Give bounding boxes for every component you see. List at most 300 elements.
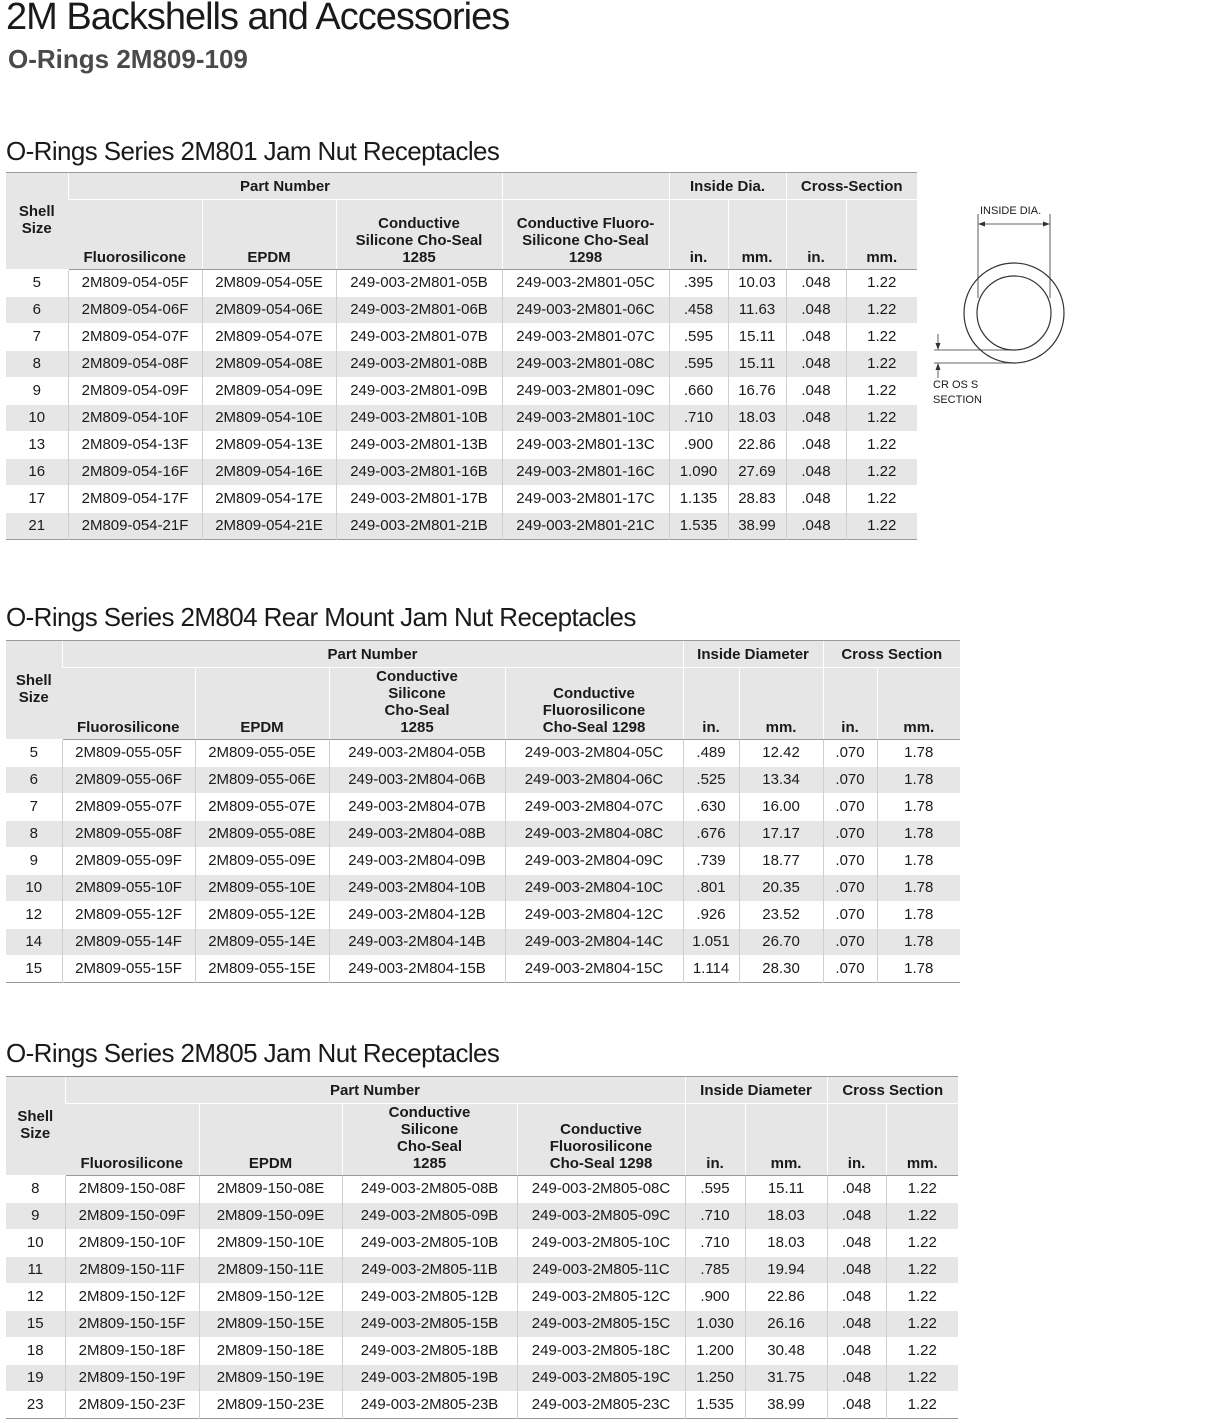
section-heading: O-Rings Series 2M801 Jam Nut Receptacles	[6, 136, 500, 166]
cell-shell-size: 17	[28, 490, 46, 507]
cell-cross-section-mm: 1.78	[877, 767, 960, 794]
cell-cross-section-in: .048	[827, 1284, 886, 1311]
group-header-blank	[502, 173, 669, 200]
oring-diagram	[928, 198, 1078, 418]
cell-inside-dia-mm: 15.11	[745, 1176, 827, 1203]
cell-cho-seal-1285-part: 249-003-2M804-15B	[329, 956, 505, 983]
cell-fluorosilicone-part: 2M809-150-09F	[65, 1203, 199, 1230]
cell-inside-dia-mm: 18.03	[728, 405, 786, 432]
cell-cross-section-mm: 1.78	[877, 794, 960, 821]
cell-cross-section-in: .070	[823, 821, 877, 848]
cell-inside-dia-in: .900	[669, 432, 728, 459]
cell-cho-seal-1298-part: 249-003-2M801-09C	[502, 378, 669, 405]
cell-cho-seal-1285-part: 249-003-2M805-11B	[342, 1257, 517, 1284]
group-header-cross-section: Cross Section	[823, 641, 960, 668]
cell-inside-dia-mm: 31.75	[745, 1365, 827, 1392]
table-row	[6, 740, 960, 767]
table-row	[6, 875, 960, 902]
cell-cho-seal-1298-part: 249-003-2M805-12C	[517, 1284, 685, 1311]
cell-epdm-part: 2M809-055-06E	[195, 767, 329, 794]
table-row	[6, 956, 960, 983]
cell-epdm-part: 2M809-054-13E	[202, 432, 336, 459]
cell-cross-section-mm: 1.22	[886, 1203, 958, 1230]
cell-epdm-part: 2M809-055-07E	[195, 794, 329, 821]
cell-shell-size: 13	[28, 436, 46, 453]
cell-cho-seal-1298-part: 249-003-2M805-23C	[517, 1392, 685, 1419]
cell-cho-seal-1285-part: 249-003-2M805-10B	[342, 1230, 517, 1257]
cell-cross-section-mm: 1.22	[886, 1230, 958, 1257]
cell-shell-size: 23	[26, 1396, 44, 1413]
cell-cross-section-in: .048	[786, 378, 846, 405]
cell-cho-seal-1298-part: 249-003-2M805-18C	[517, 1338, 685, 1365]
cell-inside-dia-in: .595	[669, 351, 728, 378]
cell-inside-dia-in: .676	[683, 821, 739, 848]
oring-outer-circle	[964, 263, 1064, 363]
cell-cho-seal-1285-part: 249-003-2M801-07B	[336, 324, 502, 351]
cell-fluorosilicone-part: 2M809-055-07F	[62, 794, 195, 821]
cell-cross-section-mm: 1.78	[877, 902, 960, 929]
cell-cho-seal-1298-part: 249-003-2M801-16C	[502, 459, 669, 486]
cell-epdm-part: 2M809-054-07E	[202, 324, 336, 351]
group-header-part-number: Part Number	[65, 1077, 685, 1104]
cell-inside-dia-mm: 23.52	[739, 902, 823, 929]
cell-inside-dia-mm: 10.03	[728, 270, 786, 297]
cell-epdm-part: 2M809-055-09E	[195, 848, 329, 875]
col-header-inside-mm: mm.	[739, 668, 823, 740]
table-row	[6, 405, 917, 432]
cell-shell-size: 5	[29, 744, 38, 761]
section-heading: O-Rings Series 2M804 Rear Mount Jam Nut Receptacles	[6, 602, 636, 632]
table-row	[6, 848, 960, 875]
cell-inside-dia-mm: 11.63	[728, 297, 786, 324]
cell-cho-seal-1298-part: 249-003-2M804-05C	[505, 740, 683, 767]
cell-cross-section-mm: 1.22	[886, 1284, 958, 1311]
cell-cross-section-mm: 1.78	[877, 848, 960, 875]
cell-epdm-part: 2M809-054-06E	[202, 297, 336, 324]
cell-inside-dia-in: .710	[685, 1203, 745, 1230]
cross-section-label-line1: CR OS S	[933, 379, 979, 391]
cell-inside-dia-mm: 15.11	[728, 351, 786, 378]
cell-cho-seal-1298-part: 249-003-2M804-08C	[505, 821, 683, 848]
cell-cho-seal-1298-part: 249-003-2M801-08C	[502, 351, 669, 378]
cell-epdm-part: 2M809-150-12E	[199, 1284, 342, 1311]
cell-cho-seal-1285-part: 249-003-2M804-12B	[329, 902, 505, 929]
cell-inside-dia-mm: 22.86	[745, 1284, 827, 1311]
cell-inside-dia-in: .710	[685, 1230, 745, 1257]
table-row	[6, 270, 917, 297]
cell-cho-seal-1285-part: 249-003-2M804-05B	[329, 740, 505, 767]
section-2m805	[6, 1038, 958, 1419]
table-body	[6, 740, 960, 983]
cell-inside-dia-mm: 16.00	[739, 794, 823, 821]
table-row	[6, 902, 960, 929]
col-header-shell-size: Shell Size	[6, 1077, 65, 1176]
cell-cross-section-in: .048	[786, 297, 846, 324]
cell-inside-dia-in: 1.535	[685, 1392, 745, 1419]
cell-cross-section-in: .048	[786, 459, 846, 486]
cell-cho-seal-1298-part: 249-003-2M801-05C	[502, 270, 669, 297]
table-row	[6, 324, 917, 351]
table-row	[6, 1176, 958, 1203]
cell-cho-seal-1285-part: 249-003-2M804-06B	[329, 767, 505, 794]
cross-section-label-line2: SECTION	[933, 394, 982, 406]
table-body	[6, 270, 917, 540]
cell-cross-section-in: .070	[823, 956, 877, 983]
cell-inside-dia-in: 1.114	[683, 956, 739, 983]
cell-cross-section-in: .070	[823, 767, 877, 794]
col-header-cross-in: in.	[823, 668, 877, 740]
cell-fluorosilicone-part: 2M809-054-08F	[68, 351, 202, 378]
cell-cho-seal-1285-part: 249-003-2M801-08B	[336, 351, 502, 378]
cell-cross-section-in: .048	[786, 351, 846, 378]
cell-inside-dia-mm: 22.86	[728, 432, 786, 459]
table-row	[6, 767, 960, 794]
oring-table-2m801	[6, 172, 917, 540]
cell-cross-section-in: .048	[827, 1176, 886, 1203]
cell-epdm-part: 2M809-055-08E	[195, 821, 329, 848]
cell-inside-dia-in: 1.030	[685, 1311, 745, 1338]
cell-shell-size: 10	[6, 875, 62, 902]
cell-cross-section-mm: 1.22	[846, 351, 917, 378]
cell-cross-section-in: .070	[823, 875, 877, 902]
cell-shell-size: 6	[6, 297, 68, 324]
cell-cho-seal-1298-part: 249-003-2M804-10C	[505, 875, 683, 902]
cell-inside-dia-in: .660	[669, 378, 728, 405]
cell-inside-dia-in: .900	[685, 1284, 745, 1311]
cell-epdm-part: 2M809-054-09E	[202, 378, 336, 405]
cell-fluorosilicone-part: 2M809-150-08F	[65, 1176, 199, 1203]
table-row	[6, 297, 917, 324]
cell-cho-seal-1298-part: 249-003-2M801-17C	[502, 486, 669, 513]
cell-cross-section-mm: 1.22	[846, 513, 917, 540]
cell-fluorosilicone-part: 2M809-150-11F	[65, 1257, 199, 1284]
cell-epdm-part: 2M809-054-16E	[202, 459, 336, 486]
cell-cross-section-in: .048	[786, 513, 846, 540]
cell-epdm-part: 2M809-150-15E	[199, 1311, 342, 1338]
cell-fluorosilicone-part: 2M809-054-05F	[68, 270, 202, 297]
col-header-fluorosilicone: Fluorosilicone	[68, 200, 202, 270]
col-header-fluorosilicone: Fluorosilicone	[62, 668, 195, 740]
group-header-inside-dia: Inside Dia.	[669, 173, 786, 200]
cell-cross-section-in: .048	[827, 1257, 886, 1284]
cell-shell-size: 8	[31, 1180, 40, 1197]
cell-fluorosilicone-part: 2M809-055-09F	[62, 848, 195, 875]
col-header-epdm: EPDM	[195, 668, 329, 740]
cell-inside-dia-mm: 16.76	[728, 378, 786, 405]
cell-fluorosilicone-part: 2M809-054-13F	[68, 432, 202, 459]
cell-shell-size: 8	[6, 821, 62, 848]
cell-fluorosilicone-part: 2M809-150-19F	[65, 1365, 199, 1392]
cell-cross-section-mm: 1.22	[846, 486, 917, 513]
cell-shell-size: 10	[6, 405, 68, 432]
cell-cho-seal-1285-part: 249-003-2M801-09B	[336, 378, 502, 405]
group-header-part-number: Part Number	[62, 641, 683, 668]
cell-inside-dia-in: 1.051	[683, 929, 739, 956]
cell-shell-size: 12	[26, 1288, 44, 1305]
cell-shell-size: 10	[26, 1234, 44, 1251]
cell-cho-seal-1285-part: 249-003-2M805-08B	[342, 1176, 517, 1203]
cell-inside-dia-mm: 18.03	[745, 1203, 827, 1230]
cell-cross-section-in: .048	[786, 270, 846, 297]
table-row	[6, 794, 960, 821]
page-subtitle: O-Rings 2M809-109	[8, 44, 248, 74]
group-header-cross-section: Cross Section	[827, 1077, 958, 1104]
cell-shell-size: 5	[32, 274, 41, 291]
col-header-inside-in: in.	[683, 668, 739, 740]
cell-fluorosilicone-part: 2M809-054-10F	[68, 405, 202, 432]
cell-epdm-part: 2M809-150-09E	[199, 1203, 342, 1230]
cell-cho-seal-1285-part: 249-003-2M805-19B	[342, 1365, 517, 1392]
table-row	[6, 1311, 958, 1338]
cell-shell-size: 9	[6, 1203, 65, 1230]
cell-epdm-part: 2M809-055-10E	[195, 875, 329, 902]
col-header-cross-mm: mm.	[877, 668, 960, 740]
oring-table-2m805	[6, 1076, 958, 1419]
cell-inside-dia-mm: 38.99	[745, 1392, 827, 1419]
group-header-inside-diameter: Inside Diameter	[685, 1077, 827, 1104]
cell-cross-section-mm: 1.78	[877, 821, 960, 848]
cell-inside-dia-mm: 28.30	[739, 956, 823, 983]
cell-cho-seal-1298-part: 249-003-2M804-14C	[505, 929, 683, 956]
cell-cross-section-in: .048	[786, 405, 846, 432]
cell-inside-dia-in: 1.135	[669, 486, 728, 513]
col-header-cho-seal-1298: Conductive Fluorosilicone Cho-Seal 1298	[505, 668, 683, 740]
table-row	[6, 1392, 958, 1419]
cell-shell-size: 11	[6, 1257, 65, 1284]
cell-inside-dia-in: 1.090	[669, 459, 728, 486]
col-header-cho-seal-1285: Conductive Silicone Cho-Seal 1285	[336, 200, 502, 270]
cell-cross-section-in: .048	[827, 1392, 886, 1419]
cell-cho-seal-1285-part: 249-003-2M801-17B	[336, 486, 502, 513]
cell-inside-dia-in: 1.535	[669, 513, 728, 540]
table-row	[6, 1257, 958, 1284]
cell-fluorosilicone-part: 2M809-055-08F	[62, 821, 195, 848]
cell-fluorosilicone-part: 2M809-150-18F	[65, 1338, 199, 1365]
cell-shell-size: 8	[6, 351, 68, 378]
cell-cross-section-mm: 1.22	[846, 270, 917, 297]
cell-epdm-part: 2M809-054-05E	[202, 270, 336, 297]
cell-inside-dia-mm: 18.03	[745, 1230, 827, 1257]
col-header-inside-mm: mm.	[745, 1104, 827, 1176]
cell-fluorosilicone-part: 2M809-055-14F	[62, 929, 195, 956]
table-row	[6, 1203, 958, 1230]
oring-table-2m804	[6, 640, 960, 983]
cell-fluorosilicone-part: 2M809-054-07F	[68, 324, 202, 351]
cell-cross-section-mm: 1.22	[846, 324, 917, 351]
cell-cho-seal-1285-part: 249-003-2M804-14B	[329, 929, 505, 956]
cell-shell-size: 21	[6, 513, 68, 540]
cell-shell-size: 18	[26, 1342, 44, 1359]
cell-shell-size: 6	[6, 767, 62, 794]
cell-cho-seal-1298-part: 249-003-2M804-09C	[505, 848, 683, 875]
cell-epdm-part: 2M809-150-19E	[199, 1365, 342, 1392]
cell-inside-dia-mm: 27.69	[728, 459, 786, 486]
cell-cho-seal-1298-part: 249-003-2M805-08C	[517, 1176, 685, 1203]
cell-shell-size: 16	[6, 459, 68, 486]
cell-inside-dia-in: .595	[669, 324, 728, 351]
cell-fluorosilicone-part: 2M809-150-12F	[65, 1284, 199, 1311]
cell-cho-seal-1285-part: 249-003-2M805-09B	[342, 1203, 517, 1230]
section-heading: O-Rings Series 2M805 Jam Nut Receptacles	[6, 1038, 500, 1068]
cell-shell-size: 15	[6, 1311, 65, 1338]
cell-fluorosilicone-part: 2M809-055-10F	[62, 875, 195, 902]
oring-diagram-svg	[928, 198, 1078, 418]
table-row	[6, 432, 917, 459]
group-header-inside-diameter: Inside Diameter	[683, 641, 823, 668]
cell-cross-section-in: .070	[823, 929, 877, 956]
cell-cross-section-in: .070	[823, 794, 877, 821]
cell-inside-dia-mm: 38.99	[728, 513, 786, 540]
cell-cross-section-mm: 1.78	[877, 875, 960, 902]
cell-cho-seal-1285-part: 249-003-2M805-18B	[342, 1338, 517, 1365]
cell-cho-seal-1298-part: 249-003-2M801-21C	[502, 513, 669, 540]
table-row	[6, 1230, 958, 1257]
cell-fluorosilicone-part: 2M809-055-05F	[62, 740, 195, 767]
cell-inside-dia-mm: 26.16	[745, 1311, 827, 1338]
cell-inside-dia-mm: 19.94	[745, 1257, 827, 1284]
cell-cross-section-in: .048	[786, 486, 846, 513]
cell-cross-section-mm: 1.22	[886, 1311, 958, 1338]
col-header-cho-seal-1298: Conductive Fluorosilicone Cho-Seal 1298	[517, 1104, 685, 1176]
cell-fluorosilicone-part: 2M809-150-10F	[65, 1230, 199, 1257]
col-header-cross-mm: mm.	[846, 200, 917, 270]
cell-inside-dia-mm: 17.17	[739, 821, 823, 848]
cell-cross-section-mm: 1.22	[846, 432, 917, 459]
table-row	[6, 1365, 958, 1392]
cell-cho-seal-1298-part: 249-003-2M804-06C	[505, 767, 683, 794]
cell-cross-section-mm: 1.78	[877, 740, 960, 767]
cell-inside-dia-in: .595	[685, 1176, 745, 1203]
cell-cross-section-mm: 1.22	[886, 1257, 958, 1284]
cell-cho-seal-1285-part: 249-003-2M801-21B	[336, 513, 502, 540]
cell-cross-section-mm: 1.22	[846, 405, 917, 432]
cell-cho-seal-1285-part: 249-003-2M804-09B	[329, 848, 505, 875]
cell-fluorosilicone-part: 2M809-150-15F	[65, 1311, 199, 1338]
cell-cho-seal-1285-part: 249-003-2M805-15B	[342, 1311, 517, 1338]
cell-fluorosilicone-part: 2M809-054-17F	[68, 486, 202, 513]
cell-inside-dia-in: .630	[683, 794, 739, 821]
cell-cho-seal-1298-part: 249-003-2M801-06C	[502, 297, 669, 324]
cell-cho-seal-1298-part: 249-003-2M801-07C	[502, 324, 669, 351]
table-row	[6, 459, 917, 486]
table-row	[6, 486, 917, 513]
cell-cross-section-mm: 1.22	[886, 1338, 958, 1365]
table-row	[6, 929, 960, 956]
col-header-epdm: EPDM	[202, 200, 336, 270]
cell-fluorosilicone-part: 2M809-055-06F	[62, 767, 195, 794]
cell-cross-section-in: .048	[827, 1365, 886, 1392]
cell-inside-dia-mm: 30.48	[745, 1338, 827, 1365]
cell-epdm-part: 2M809-150-10E	[199, 1230, 342, 1257]
cell-cho-seal-1298-part: 249-003-2M805-10C	[517, 1230, 685, 1257]
cell-cho-seal-1298-part: 249-003-2M801-10C	[502, 405, 669, 432]
col-header-inside-in: in.	[669, 200, 728, 270]
cell-inside-dia-in: 1.250	[685, 1365, 745, 1392]
cell-cross-section-in: .048	[786, 324, 846, 351]
cell-inside-dia-mm: 20.35	[739, 875, 823, 902]
cell-shell-size: 12	[25, 906, 43, 923]
cell-inside-dia-in: .785	[685, 1257, 745, 1284]
table-row	[6, 513, 917, 540]
table-body	[6, 1176, 958, 1419]
group-header-part-number: Part Number	[68, 173, 502, 200]
cell-epdm-part: 2M809-150-08E	[199, 1176, 342, 1203]
cell-cho-seal-1298-part: 249-003-2M805-09C	[517, 1203, 685, 1230]
cell-cho-seal-1298-part: 249-003-2M804-15C	[505, 956, 683, 983]
cell-cross-section-mm: 1.22	[886, 1365, 958, 1392]
group-header-cross-section: Cross-Section	[786, 173, 917, 200]
cell-epdm-part: 2M809-054-08E	[202, 351, 336, 378]
cell-epdm-part: 2M809-150-18E	[199, 1338, 342, 1365]
cell-cross-section-mm: 1.78	[877, 956, 960, 983]
cell-cho-seal-1298-part: 249-003-2M804-12C	[505, 902, 683, 929]
cell-epdm-part: 2M809-150-11E	[199, 1257, 342, 1284]
cell-fluorosilicone-part: 2M809-054-16F	[68, 459, 202, 486]
cell-cho-seal-1285-part: 249-003-2M804-08B	[329, 821, 505, 848]
cell-epdm-part: 2M809-055-12E	[195, 902, 329, 929]
cell-cho-seal-1285-part: 249-003-2M805-12B	[342, 1284, 517, 1311]
cell-epdm-part: 2M809-055-14E	[195, 929, 329, 956]
cell-cross-section-mm: 1.22	[846, 378, 917, 405]
col-header-inside-in: in.	[685, 1104, 745, 1176]
cell-shell-size: 19	[6, 1365, 65, 1392]
cell-fluorosilicone-part: 2M809-054-06F	[68, 297, 202, 324]
table-row	[6, 1284, 958, 1311]
cell-inside-dia-mm: 18.77	[739, 848, 823, 875]
cell-cross-section-mm: 1.22	[846, 297, 917, 324]
cell-inside-dia-mm: 26.70	[739, 929, 823, 956]
cell-cross-section-in: .048	[827, 1311, 886, 1338]
cell-shell-size: 15	[25, 960, 43, 977]
cell-epdm-part: 2M809-055-15E	[195, 956, 329, 983]
cell-cho-seal-1285-part: 249-003-2M801-13B	[336, 432, 502, 459]
cell-cho-seal-1298-part: 249-003-2M801-13C	[502, 432, 669, 459]
cell-inside-dia-in: .458	[669, 297, 728, 324]
cell-inside-dia-in: .739	[683, 848, 739, 875]
cell-cross-section-mm: 1.78	[877, 929, 960, 956]
cell-inside-dia-mm: 15.11	[728, 324, 786, 351]
col-header-shell-size: Shell Size	[6, 173, 68, 270]
cell-inside-dia-mm: 28.83	[728, 486, 786, 513]
cell-cross-section-in: .048	[786, 432, 846, 459]
col-header-cross-mm: mm.	[886, 1104, 958, 1176]
cell-cho-seal-1285-part: 249-003-2M805-23B	[342, 1392, 517, 1419]
cell-cross-section-in: .070	[823, 848, 877, 875]
cell-inside-dia-in: 1.200	[685, 1338, 745, 1365]
cell-shell-size: 9	[32, 382, 41, 399]
cell-fluorosilicone-part: 2M809-055-12F	[62, 902, 195, 929]
cell-epdm-part: 2M809-150-23E	[199, 1392, 342, 1419]
section-2m804	[6, 602, 960, 983]
cell-shell-size: 7	[32, 328, 41, 345]
cell-cho-seal-1285-part: 249-003-2M801-10B	[336, 405, 502, 432]
cell-epdm-part: 2M809-054-10E	[202, 405, 336, 432]
cell-fluorosilicone-part: 2M809-150-23F	[65, 1392, 199, 1419]
cell-cho-seal-1298-part: 249-003-2M805-11C	[517, 1257, 685, 1284]
cell-cho-seal-1285-part: 249-003-2M801-16B	[336, 459, 502, 486]
cell-inside-dia-in: .926	[683, 902, 739, 929]
cell-shell-size: 7	[29, 798, 38, 815]
col-header-cross-in: in.	[786, 200, 846, 270]
cell-inside-dia-in: .801	[683, 875, 739, 902]
inside-dia-label: INSIDE DIA.	[980, 205, 1042, 217]
table-row	[6, 351, 917, 378]
cell-inside-dia-in: .395	[669, 270, 728, 297]
col-header-inside-mm: mm.	[728, 200, 786, 270]
cell-epdm-part: 2M809-054-21E	[202, 513, 336, 540]
cell-cho-seal-1285-part: 249-003-2M801-06B	[336, 297, 502, 324]
cell-epdm-part: 2M809-054-17E	[202, 486, 336, 513]
